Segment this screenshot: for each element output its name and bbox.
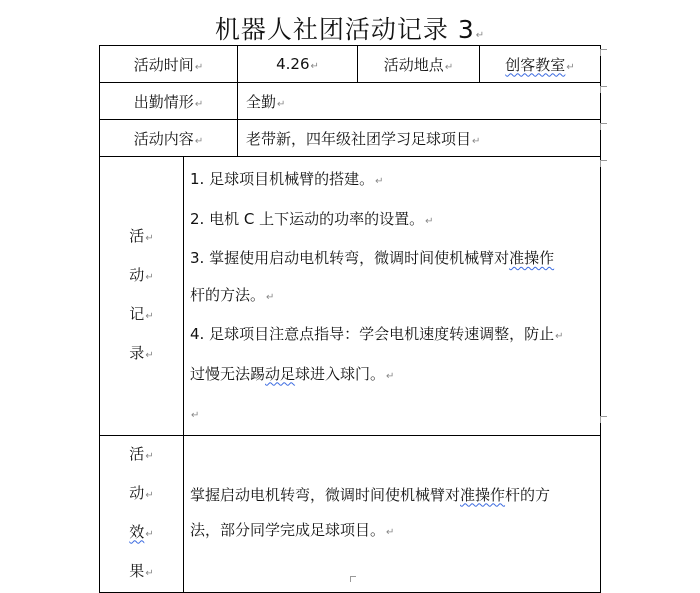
row-end-mark-icon: [600, 49, 607, 56]
row-end-mark-icon: [600, 86, 607, 93]
content-value-cell: [238, 120, 601, 157]
place-value: 创客教室: [505, 55, 566, 74]
paragraph-mark-icon: ↵: [310, 61, 319, 72]
paragraph-mark-icon: ↵: [566, 61, 575, 73]
title-text: 机器人社团活动记录 3: [214, 15, 475, 44]
record-item: 2. 电机 C 上下运动的功率的设置。↵: [190, 209, 434, 228]
content-label: 活动内容: [133, 129, 194, 148]
row-time-place: [100, 46, 601, 83]
record-item: 4. 足球项目注意点指导：学会电机速度转速调整，防止↵: [190, 325, 564, 343]
row-end-mark-icon: [600, 123, 607, 130]
paragraph-mark-icon: ↵: [472, 135, 481, 147]
row-end-mark-icon: [600, 160, 607, 167]
attendance-value-cell: [238, 83, 601, 120]
paragraph-mark-icon: ↵: [194, 98, 204, 110]
place-label-cell: [358, 46, 480, 83]
record-table: [99, 45, 601, 593]
document-title: [0, 10, 700, 46]
row-attendance: [100, 83, 601, 120]
place-label: 活动地点: [383, 55, 444, 74]
effect-label-char: 果↵: [129, 561, 154, 580]
record-label-cell: [100, 157, 184, 436]
effect-label-cell: [100, 435, 184, 592]
place-value-cell: [480, 46, 601, 83]
record-label-char: 活↵: [129, 226, 154, 245]
record-content-cell: [184, 157, 601, 436]
effect-content-cell: [184, 435, 601, 592]
row-record: [100, 157, 601, 436]
time-value-cell: [238, 46, 358, 83]
paragraph-mark-icon: ↵: [194, 135, 204, 147]
paragraph-mark-icon: ↵: [194, 61, 204, 73]
attendance-label-cell: [100, 83, 238, 120]
record-item: 1. 足球项目机械臂的搭建。↵: [190, 170, 384, 188]
content-value: 老带新，四年级社团学习足球项目: [246, 129, 472, 148]
effect-label-char: 动↵: [129, 483, 154, 502]
row-effect: [100, 435, 601, 592]
time-value: 4.26: [276, 55, 310, 73]
effect-label-char: 效↵: [129, 522, 154, 541]
record-item: 3. 掌握使用启动电机转弯，微调时间使机械臂对准操作: [190, 249, 555, 267]
row-content: [100, 120, 601, 157]
row-end-mark-icon: [600, 416, 607, 423]
time-label-cell: [100, 46, 238, 83]
record-item: 杆的方法。↵: [190, 285, 275, 304]
content-label-cell: [100, 120, 238, 157]
effect-line: 掌握启动电机转弯，微调时间使机械臂对准操作杆的方: [190, 485, 551, 504]
time-label: 活动时间: [133, 55, 194, 74]
paragraph-mark-icon: ↵: [444, 61, 454, 73]
effect-label-char: 活↵: [129, 444, 154, 463]
attendance-label: 出勤情形: [133, 92, 194, 111]
record-label-char: 动↵: [129, 265, 154, 284]
record-label-char: 录↵: [129, 343, 154, 362]
record-item: 过慢无法踢动足球进入球门。↵: [190, 364, 395, 383]
paragraph-end-mark-icon: [350, 576, 356, 582]
paragraph-mark-icon: ↵: [475, 30, 486, 41]
record-label-char: 记↵: [129, 304, 154, 323]
record-empty-line: ↵: [191, 410, 200, 421]
attendance-value: 全勤: [246, 92, 277, 111]
effect-line: 法，部分同学完成足球项目。↵: [190, 520, 395, 539]
paragraph-mark-icon: ↵: [277, 98, 286, 110]
